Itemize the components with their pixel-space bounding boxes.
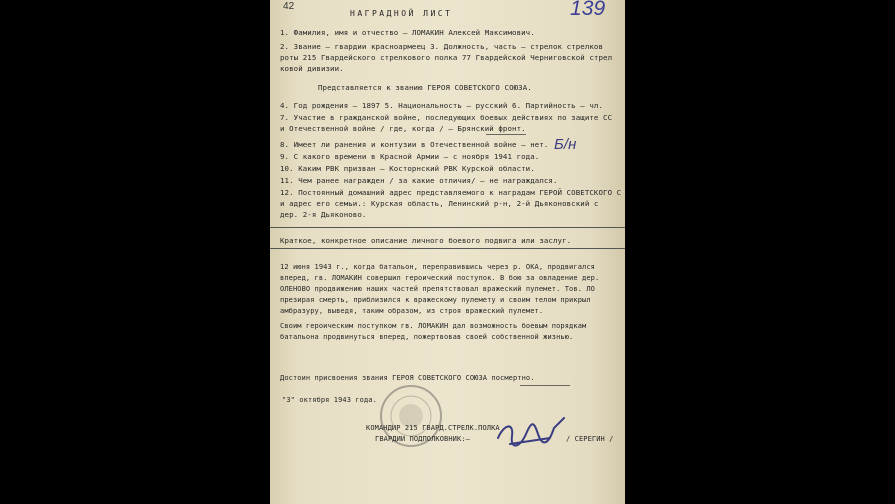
field-awards: 11. Чем ранее награжден / за какие отличия/ – не награждался. <box>280 176 558 185</box>
folio-number: 139 <box>570 0 606 20</box>
description-line: вперед, гв. ЛОМАКИН совершил героический поступок. В бою за овладение дер. <box>280 274 600 282</box>
field-address-cont: и адрес его семьи.: Курская область, Ленинский р-н, 2-й Дьяконовский с <box>280 199 599 208</box>
field-civil-war: 7. Участие в гражданской войне, последующих боевых действиях по защите СС <box>280 113 613 122</box>
field-address: 12. Постоянный домашний адрес представляемого к наградам ГЕРОЙ СОВЕТСКОГО С <box>280 188 622 197</box>
field-army-since: 9. С какого времени в Красной Армии – с ноября 1941 года. <box>280 152 540 161</box>
signature-scribble <box>490 408 570 458</box>
handwritten-note: Б/н <box>554 136 577 153</box>
award-sheet-page <box>270 0 625 504</box>
field-draft-office: 10. Каким РВК призван – Косторнский РВК Курской области. <box>280 164 535 173</box>
field-unit: роты 215 Гвардейского стрелкового полка 77 Гвардейской Черниговской стрел <box>280 53 613 62</box>
description-line: Своим героическим поступком гв. ЛОМАКИН дал возможность боевым порядкам <box>280 322 587 330</box>
presented-line: Представляется к званию ГЕРОЯ СОВЕТСКОГО СОЮЗА. <box>318 83 532 92</box>
signature-name: / СЕРЕГИН / <box>566 435 614 443</box>
field-birth: 4. Год рождения – 1897 5. Национальность – русский 6. Партийность – чл. <box>280 101 604 110</box>
field-civil-war-cont: и Отечественной войне / где, когда / – Брянский фронт. <box>280 124 526 133</box>
worthy-line: Достоин присвоения звания ГЕРОЯ СОВЕТСКОГО СОЮЗА посмертно. <box>280 374 535 382</box>
summary-heading: Краткое, конкретное описание личного боевого подвига или заслуг. <box>280 236 572 245</box>
underline <box>520 385 570 386</box>
description-line: батальона продвинуться вперед, пожертвовав своей собственной жизнью. <box>280 333 574 341</box>
page-number: 42 <box>283 1 295 12</box>
signature-title: КОМАНДИР 215 ГВАРД.СТРЕЛК.ПОЛКА <box>366 424 500 432</box>
document-title: НАГРАДНОЙ ЛИСТ <box>350 9 453 18</box>
field-address-cont2: дер. 2-я Дьяконово. <box>280 210 367 219</box>
date-line: "3" октября 1943 года. <box>282 396 377 404</box>
field-rank: 2. Звание – гвардии красноармеец 3. Должность, часть – стрелок стрелков <box>280 42 604 51</box>
signature-rank: ГВАРДИИ ПОДПОЛКОВНИК:– <box>375 435 470 443</box>
field-wounds: 8. Имеет ли ранения и контузии в Отечественной войне – нет. <box>280 140 549 149</box>
section-divider <box>270 227 625 228</box>
description-line: презирая смерть, приблизился к вражескому пулемету и своим телом прикрыл <box>280 296 591 304</box>
section-divider <box>270 248 625 249</box>
field-name: 1. Фамилия, имя и отчество – ЛОМАКИН Алексей Максимович. <box>280 28 535 37</box>
description-line: 12 июня 1943 г., когда батальон, переправившись через р. ОКА, продвигался <box>280 263 595 271</box>
field-unit-cont: ковой дивизии. <box>280 64 344 73</box>
description-line: амбразуру, выведя, таким образом, из строя вражеский пулемет. <box>280 307 544 315</box>
underline <box>486 134 526 135</box>
description-line: ОЛЕНОВО продвижению наших частей препятствовал вражеский пулемет. Тов. ЛО <box>280 285 595 293</box>
